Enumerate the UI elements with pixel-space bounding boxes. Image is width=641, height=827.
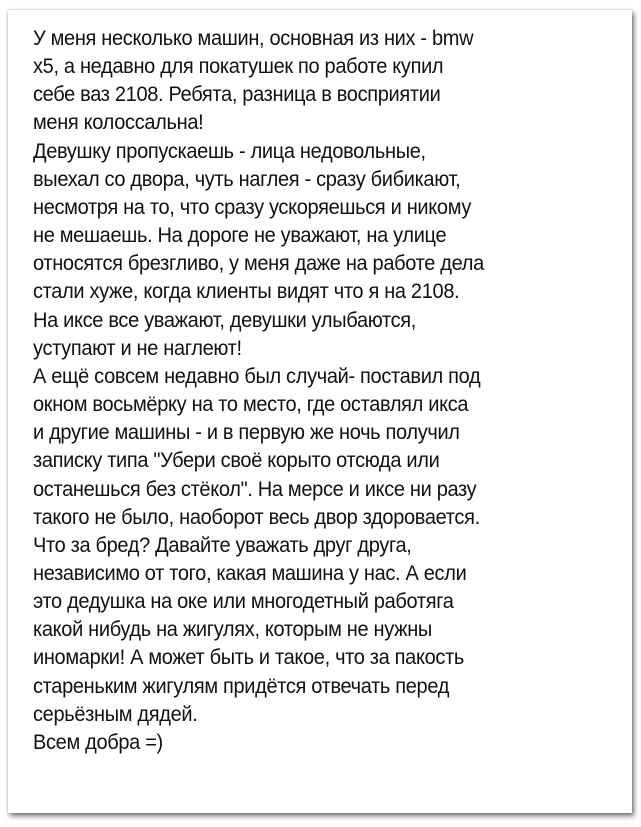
text-line: У меня несколько машин, основная из них - bmw	[33, 26, 474, 50]
post-text	[33, 24, 518, 756]
text-line: себе ваз 2108. Ребята, разница в восприятии	[33, 82, 441, 107]
text-line: иномарки! А может быть и такое, что за пакость	[33, 645, 464, 670]
text-line: уступают и не наглеют!	[33, 335, 242, 360]
text-line: x5, а недавно для покатушек по работе купил	[33, 54, 444, 79]
text-line: не мешаешь. На дороге не уважают, на улице	[33, 223, 447, 248]
text-line: такого не было, наоборот весь двор здоровается.	[33, 504, 480, 529]
text-line: На иксе все уважают, девушки улыбаются,	[33, 307, 417, 332]
text-line: записку типа "Убери своё корыто отсюда или	[33, 448, 440, 473]
text-line: останешься без стёкол". На мерсе и иксе ни разу	[33, 476, 477, 501]
text-line: А ещё совсем недавно был случай- поставил под	[33, 363, 481, 388]
text-line: относятся брезгливо, у меня даже на работе дела	[33, 251, 484, 276]
text-line: серьёзным дядей.	[33, 701, 198, 726]
text-card	[8, 10, 632, 813]
text-line: это дедушка на оке или многодетный работяга	[33, 589, 454, 614]
text-line: Всем добра =)	[33, 729, 163, 754]
text-line: несмотря на то, что сразу ускоряешься и никому	[33, 194, 472, 219]
text-line: Девушку пропускаешь - лица недовольные,	[33, 138, 426, 163]
text-line: выехал со двора, чуть наглея - сразу бибикают,	[33, 166, 461, 191]
text-line: стареньким жигулям придётся отвечать перед	[33, 673, 450, 698]
text-line: меня колоссальна!	[33, 110, 204, 135]
text-line: и другие машины - и в первую же ночь получил	[33, 420, 460, 445]
text-line: стали хуже, когда клиенты видят что я на 2108.	[33, 279, 460, 304]
text-line: окном восьмёрку на то место, где оставлял икса	[33, 392, 469, 417]
text-line: независимо от того, какая машина у нас. А если	[33, 560, 467, 585]
text-line: какой нибудь на жигулях, которым не нужны	[33, 617, 432, 642]
text-line: Что за бред? Давайте уважать друг друга,	[33, 532, 412, 557]
